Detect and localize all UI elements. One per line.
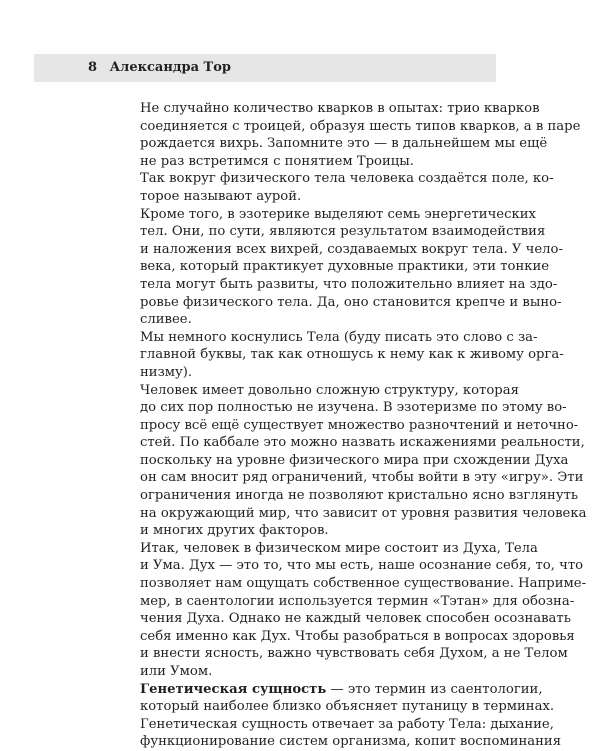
text-line: стей. По каббале это можно назвать искажениями реальности, — [140, 435, 585, 451]
body-text — [120, 100, 587, 751]
text-line: Кроме того, в эзотерике выделяют семь энергетических — [140, 206, 536, 222]
text-line: тела могут быть развиты, что положительно влияет на здо- — [140, 276, 558, 292]
paragraph-genetic-entity — [120, 681, 562, 751]
text-line: торое называют аурой. — [140, 188, 302, 204]
text-line: себя именно как Дух. Чтобы разобраться в вопросах здоровья — [140, 628, 575, 644]
text-line: низму). — [140, 364, 193, 380]
text-line: и Ума. Дух — это то, что мы есть, наше осознание себя, то, что — [140, 558, 584, 574]
text-line: функционирование систем организма, копит воспоминания — [140, 734, 562, 750]
text-line: сливее. — [140, 312, 192, 328]
text-line: Так вокруг физического тела человека создаётся поле, ко- — [140, 171, 554, 187]
text-line: который наиболее близко объясняет путаницу в терминах. — [140, 699, 555, 715]
first-line-rest: — это термин из саентологии, — [326, 681, 543, 697]
text-line: Итак, человек в физическом мире состоит из Духа, Тела — [140, 540, 538, 556]
text-line: тел. Они, по сути, являются результатом взаимодействия — [140, 224, 546, 240]
text-line: позволяет нам ощущать собственное существование. Наприме- — [140, 576, 587, 592]
text-line: ограничения иногда не позволяют кристально ясно взглянуть — [140, 488, 579, 504]
text-line: до сих пор полностью не изучена. В эзотеризме по этому во- — [140, 400, 567, 416]
paragraph-aura — [120, 170, 554, 205]
paragraph-energy-bodies — [120, 206, 563, 329]
text-line: Человек имеет довольно сложную структуру, которая — [140, 382, 519, 398]
text-line: мер, в саентологии используется термин «Тэтан» для обозна- — [140, 593, 575, 609]
text-line: поскольку на уровне физического мира при схождении Духа — [140, 452, 569, 468]
paragraph-quarks — [120, 100, 581, 170]
bold-term: Генетическая сущность — [140, 681, 327, 697]
text-line: и наложения всех вихрей, создаваемых вокруг тела. У чело- — [140, 241, 563, 257]
text-line: ровье физического тела. Да, оно становится крепче и выно- — [140, 294, 562, 310]
text-line: и внести ясность, важно чувствовать себя Духом, а не Телом — [140, 646, 568, 662]
text-line: чения Духа. Однако не каждый человек способен осознавать — [140, 611, 571, 627]
text-line: века, который практикует духовные практики, эти тонкие — [140, 259, 550, 275]
text-line: Не случайно количество кварков в опытах: трио кварков — [140, 101, 540, 116]
paragraph-body — [120, 329, 564, 382]
text-line: или Умом. — [140, 664, 213, 679]
text-line: на окружающий мир, что зависит от уровня развития человека — [140, 505, 587, 521]
text-line: Генетическая сущность отвечает за работу Тела: дыхание, — [140, 716, 554, 732]
author-name: Александра Тор — [109, 60, 231, 75]
page-number: 8 — [88, 60, 98, 75]
text-line: он сам вносит ряд ограничений, чтобы войти в эту «игру». Эти — [140, 470, 584, 486]
text-line: рождается вихрь. Запомните это — в дальнейшем мы ещё — [140, 136, 548, 152]
text-line: Мы немного коснулись Тела (буду писать это слово с за- — [140, 329, 538, 345]
text-line — [120, 681, 543, 699]
text-line: просу всё ещё существует множество разночтений и неточно- — [140, 417, 579, 433]
text-line: не раз встретимся с понятием Троицы. — [140, 153, 414, 169]
text-line: соединяется с троицей, образуя шесть типов кварков, а в паре — [140, 118, 581, 134]
paragraph-structure — [120, 382, 587, 540]
text-line: и многих других факторов. — [140, 523, 329, 539]
paragraph-spirit-body-mind — [120, 540, 587, 681]
text-line: главной буквы, так как отношусь к нему как к живому орга- — [140, 347, 564, 363]
running-header — [88, 60, 231, 75]
